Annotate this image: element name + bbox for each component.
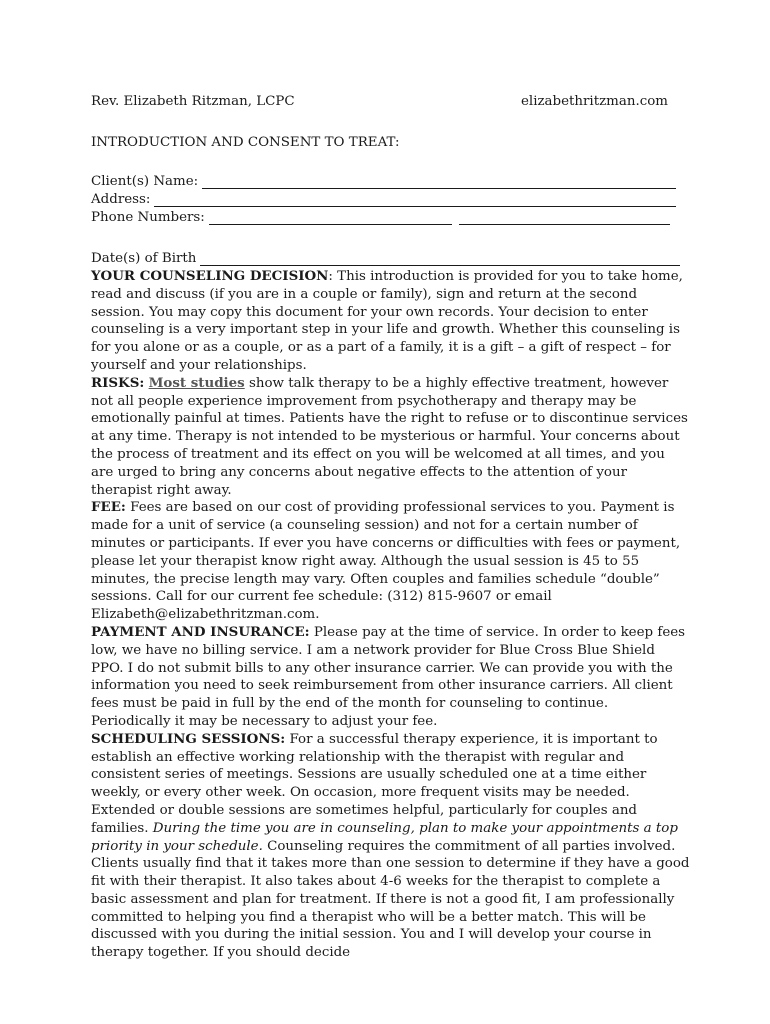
risks-heading: RISKS: — [91, 374, 145, 391]
date-of-birth-label: Date(s) of Birth — [91, 251, 197, 266]
scheduling-paragraph — [91, 731, 691, 962]
website-url: elizabethritzman.com — [521, 94, 668, 109]
most-studies-link[interactable]: Most studies — [148, 374, 245, 391]
scheduling-heading: SCHEDULING SESSIONS: — [91, 730, 286, 747]
payment-text: Please pay at the time of service. In order to keep fees low, we have no billing service. I am a network provider for Blue Cross Blue Shield PPO. I do not submit bills to any other insurance carrier. We can provide you with the information you need to seek reimbursement from other insurance carriers. All client fees must be paid in full by the end of the month for counseling to continue. Periodically it may be necessary to adjust your fee. — [91, 624, 686, 729]
risks-paragraph — [91, 375, 691, 500]
fee-text: Fees are based on our cost of providing professional services to you. Payment is made for a unit of service (a counseling session) and not for a certain number of minutes or participants. If ever you have concerns or difficulties with fees or payment, please let your therapist know right away. Although the usual session is 45 to 55 minutes, the precise length may vary. Often couples and families schedule “double” sessions. Call for our current fee schedule: (312) 815-9607 or email Elizabeth@elizabethritzman.com. — [91, 500, 681, 623]
address-label: Address: — [91, 192, 151, 207]
fee-heading: FEE: — [91, 499, 126, 516]
phone-numbers-field — [91, 210, 670, 225]
risks-text: show talk therapy to be a highly effective treatment, however not all people experience improvement from psychotherapy and therapy may be emotionally painful at times. Patients have the right to refuse or to discontinue services at any time. Therapy is not intended to be mysterious or harmful. Your concerns about the process of treatment and its effect on you will be welcomed at all times, and you are urged to bring any concerns about negative effects to the attention of your therapist right away. — [91, 375, 688, 498]
clients-name-line[interactable] — [202, 176, 676, 189]
payment-paragraph — [91, 624, 691, 731]
scheduling-text-after: Counseling requires the commitment of all parties involved. Clients usually find that it takes more than one session to determine if they have a good fit with their therapist. It also takes about 4-6 weeks for the therapist to complete a basic assessment and plan for treatment. If there is not a good fit, I am professionally committed to helping you find a therapist who will be a better match. This will be discussed with you during the initial session. You and I will develop your course in therapy together. If you should decide — [91, 838, 690, 961]
author-name: Rev. Elizabeth Ritzman, LCPC — [91, 94, 295, 109]
phone-number-line-2[interactable] — [459, 212, 670, 225]
counseling-decision-text: : This introduction is provided for you to take home, read and discuss (if you are in a couple or family), sign and return at the second session. You may copy this document for your own records. Your decision to enter counseling is a very important step in your life and growth. Whether this counseling is for you alone or as a couple, or as a part of a family, it is a gift – a gift of respect – for yourself and your relationships. — [91, 269, 683, 373]
counseling-decision-heading: YOUR COUNSELING DECISION — [91, 268, 329, 284]
phone-number-line-1[interactable] — [209, 212, 452, 225]
document-title: INTRODUCTION AND CONSENT TO TREAT: — [91, 135, 400, 150]
clients-name-label: Client(s) Name: — [91, 174, 199, 189]
document-body — [91, 268, 691, 962]
date-of-birth-line[interactable] — [200, 253, 680, 266]
scheduling-italic-text: During the time you are in counseling, plan to make your appointments a top priority in your schedule. — [91, 820, 678, 854]
address-field — [91, 192, 676, 207]
date-of-birth-field — [91, 251, 680, 266]
fee-paragraph — [91, 499, 691, 624]
address-line[interactable] — [154, 194, 676, 207]
counseling-decision-paragraph — [91, 268, 691, 375]
payment-heading: PAYMENT AND INSURANCE: — [91, 623, 310, 640]
scheduling-text-before: For a successful therapy experience, it is important to establish an effective working relationship with the therapist with regular and consistent series of meetings. Sessions are usually scheduled one at a time either weekly, or every other week. On occasion, more frequent visits may be needed. Extended or double sessions are sometimes helpful, particularly for couples and families. — [91, 731, 658, 836]
phone-numbers-label: Phone Numbers: — [91, 210, 205, 225]
clients-name-field — [91, 174, 676, 189]
